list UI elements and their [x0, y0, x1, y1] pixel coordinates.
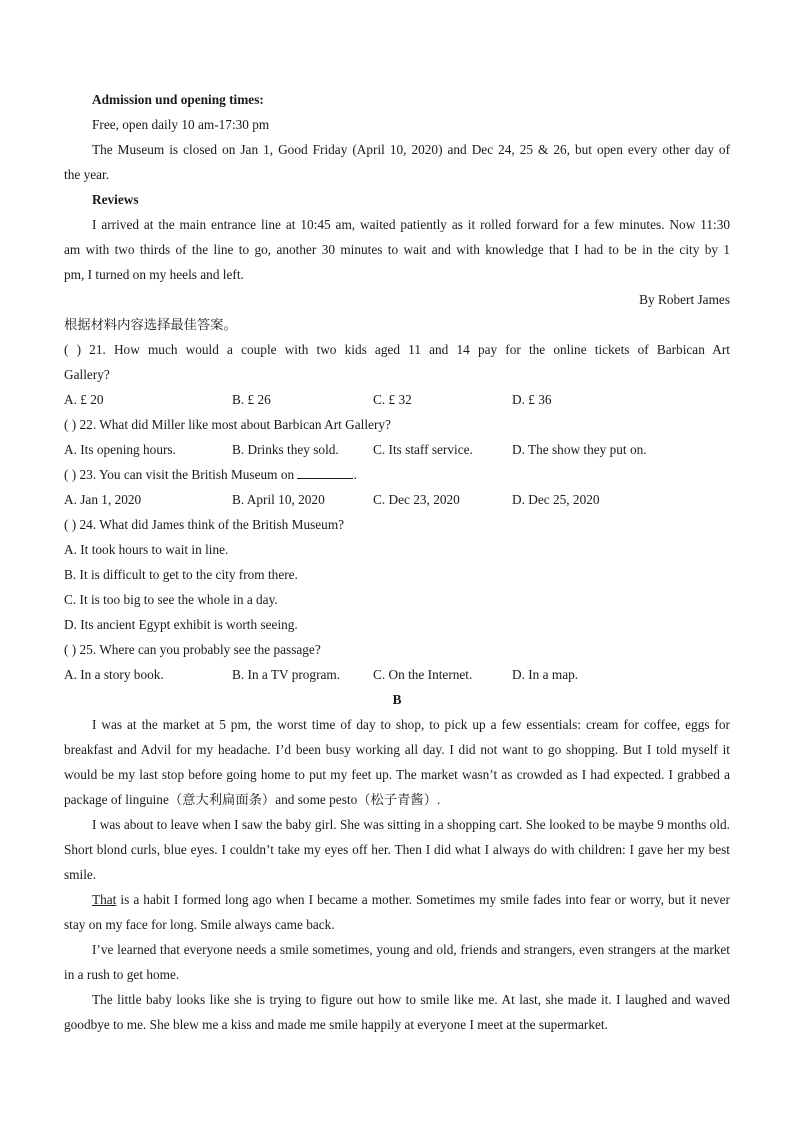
- question-22-options: [64, 437, 730, 462]
- option-d[interactable]: D. The show they put on.: [512, 442, 647, 457]
- option-b[interactable]: B. Drinks they sold.: [232, 442, 339, 457]
- question-stem-end: .: [353, 467, 357, 482]
- option-a[interactable]: A. £ 20: [64, 392, 104, 407]
- underlined-word: That: [92, 892, 117, 907]
- question-stem: 25. Where can you probably see the passage?: [79, 642, 321, 657]
- question-stem: 22. What did Miller like most about Barbican Art Gallery?: [79, 417, 391, 432]
- option-a[interactable]: A. In a story book.: [64, 667, 164, 682]
- admission-hours: Free, open daily 10 am-17:30 pm: [92, 117, 270, 132]
- question-stem: 23. You can visit the British Museum on: [79, 467, 298, 482]
- question-23: [64, 462, 730, 487]
- paragraph-3-text: is a habit I formed long ago when I became a mother. Sometimes my smile fades into fear or worry, but it never stay on my face for long. Smile always came back.: [64, 892, 730, 932]
- option-b[interactable]: B. It is difficult to get to the city from there.: [64, 567, 298, 582]
- question-21: [64, 337, 730, 362]
- option-a[interactable]: A. It took hours to wait in line.: [64, 542, 229, 557]
- answer-paren[interactable]: ( ): [64, 417, 77, 432]
- option-d[interactable]: D. £ 36: [512, 392, 552, 407]
- passage-paragraph-1: I was at the market at 5 pm, the worst time of day to shop, to pick up a few essentials: cream for coffee, eggs for breakfast and Advil for my headache. I’d been busy working all day. I did not want to go shopping. But I told myself it would be my last stop before going home to put my feet up. The market wasn’t as crowded as I had expected. I grabbed a package of linguine（意大利扁面条）and some pesto（松子青酱）.: [64, 717, 730, 807]
- passage-paragraph-5: The little baby looks like she is trying to figure out how to smile like me. At last, she made it. I laughed and waved goodbye to me. She blew me a kiss and made me smile happily at everyone I meet at the supermarket.: [64, 992, 730, 1032]
- admission-heading: Admission und opening times:: [92, 92, 264, 107]
- option-c[interactable]: C. It is too big to see the whole in a day.: [64, 592, 278, 607]
- option-a[interactable]: A. Jan 1, 2020: [64, 492, 142, 507]
- option-d[interactable]: D. In a map.: [512, 667, 579, 682]
- question-25: [64, 637, 730, 662]
- reviews-heading: Reviews: [92, 192, 139, 207]
- question-21-options: [64, 387, 730, 412]
- option-b[interactable]: B. April 10, 2020: [232, 492, 325, 507]
- option-c[interactable]: C. On the Internet.: [373, 667, 473, 682]
- question-stem: 21. How much would a couple with two kids aged 11 and 14 pay for the online tickets of Barbican Art: [89, 342, 730, 357]
- option-c[interactable]: C. Dec 23, 2020: [373, 492, 460, 507]
- review-text-line1: I arrived at the main entrance line at 10:45 am, waited patiently as it rolled forward for a few minutes. Now 11:30: [92, 217, 730, 232]
- question-21-stem-cont: Gallery?: [64, 367, 110, 382]
- section-b-heading: B: [392, 692, 402, 707]
- fill-in-blank[interactable]: [297, 464, 353, 479]
- question-23-options: [64, 487, 730, 512]
- option-b[interactable]: B. £ 26: [232, 392, 271, 407]
- option-c[interactable]: C. Its staff service.: [373, 442, 473, 457]
- admission-closed-line2: the year.: [64, 167, 110, 182]
- passage-paragraph-4: I’ve learned that everyone needs a smile sometimes, young and old, friends and strangers, even strangers at the market in a rush to get home.: [64, 942, 730, 982]
- answer-paren[interactable]: ( ): [64, 517, 77, 532]
- answer-paren[interactable]: ( ): [64, 642, 77, 657]
- instruction: 根据材料内容选择最佳答案。: [64, 317, 237, 332]
- option-c[interactable]: C. £ 32: [373, 392, 412, 407]
- worksheet-page: [64, 87, 730, 1037]
- answer-paren[interactable]: ( ): [64, 342, 82, 357]
- admission-closed-line1: The Museum is closed on Jan 1, Good Friday (April 10, 2020) and Dec 24, 25 & 26, but open every other day of: [92, 142, 730, 157]
- question-stem: 24. What did James think of the British Museum?: [79, 517, 345, 532]
- review-text-line2: am with two thirds of the line to go, another 30 minutes to wait and with knowledge that I had to be in the city by 1: [64, 242, 730, 257]
- question-24: [64, 512, 730, 537]
- review-text-line3: pm, I turned on my heels and left.: [64, 267, 244, 282]
- option-d[interactable]: D. Its ancient Egypt exhibit is worth seeing.: [64, 617, 298, 632]
- review-author: By Robert James: [639, 292, 730, 307]
- passage-paragraph-2: I was about to leave when I saw the baby girl. She was sitting in a shopping cart. She looked to be maybe 9 months old. Short blond curls, blue eyes. I couldn’t take my eyes off her. Then I did what I always do with children: I gave her my best smile.: [64, 817, 730, 882]
- option-b[interactable]: B. In a TV program.: [232, 667, 341, 682]
- option-d[interactable]: D. Dec 25, 2020: [512, 492, 600, 507]
- option-a[interactable]: A. Its opening hours.: [64, 442, 176, 457]
- passage-paragraph-3: [64, 887, 730, 937]
- answer-paren[interactable]: ( ): [64, 467, 77, 482]
- question-22: [64, 412, 730, 437]
- question-25-options: [64, 662, 730, 687]
